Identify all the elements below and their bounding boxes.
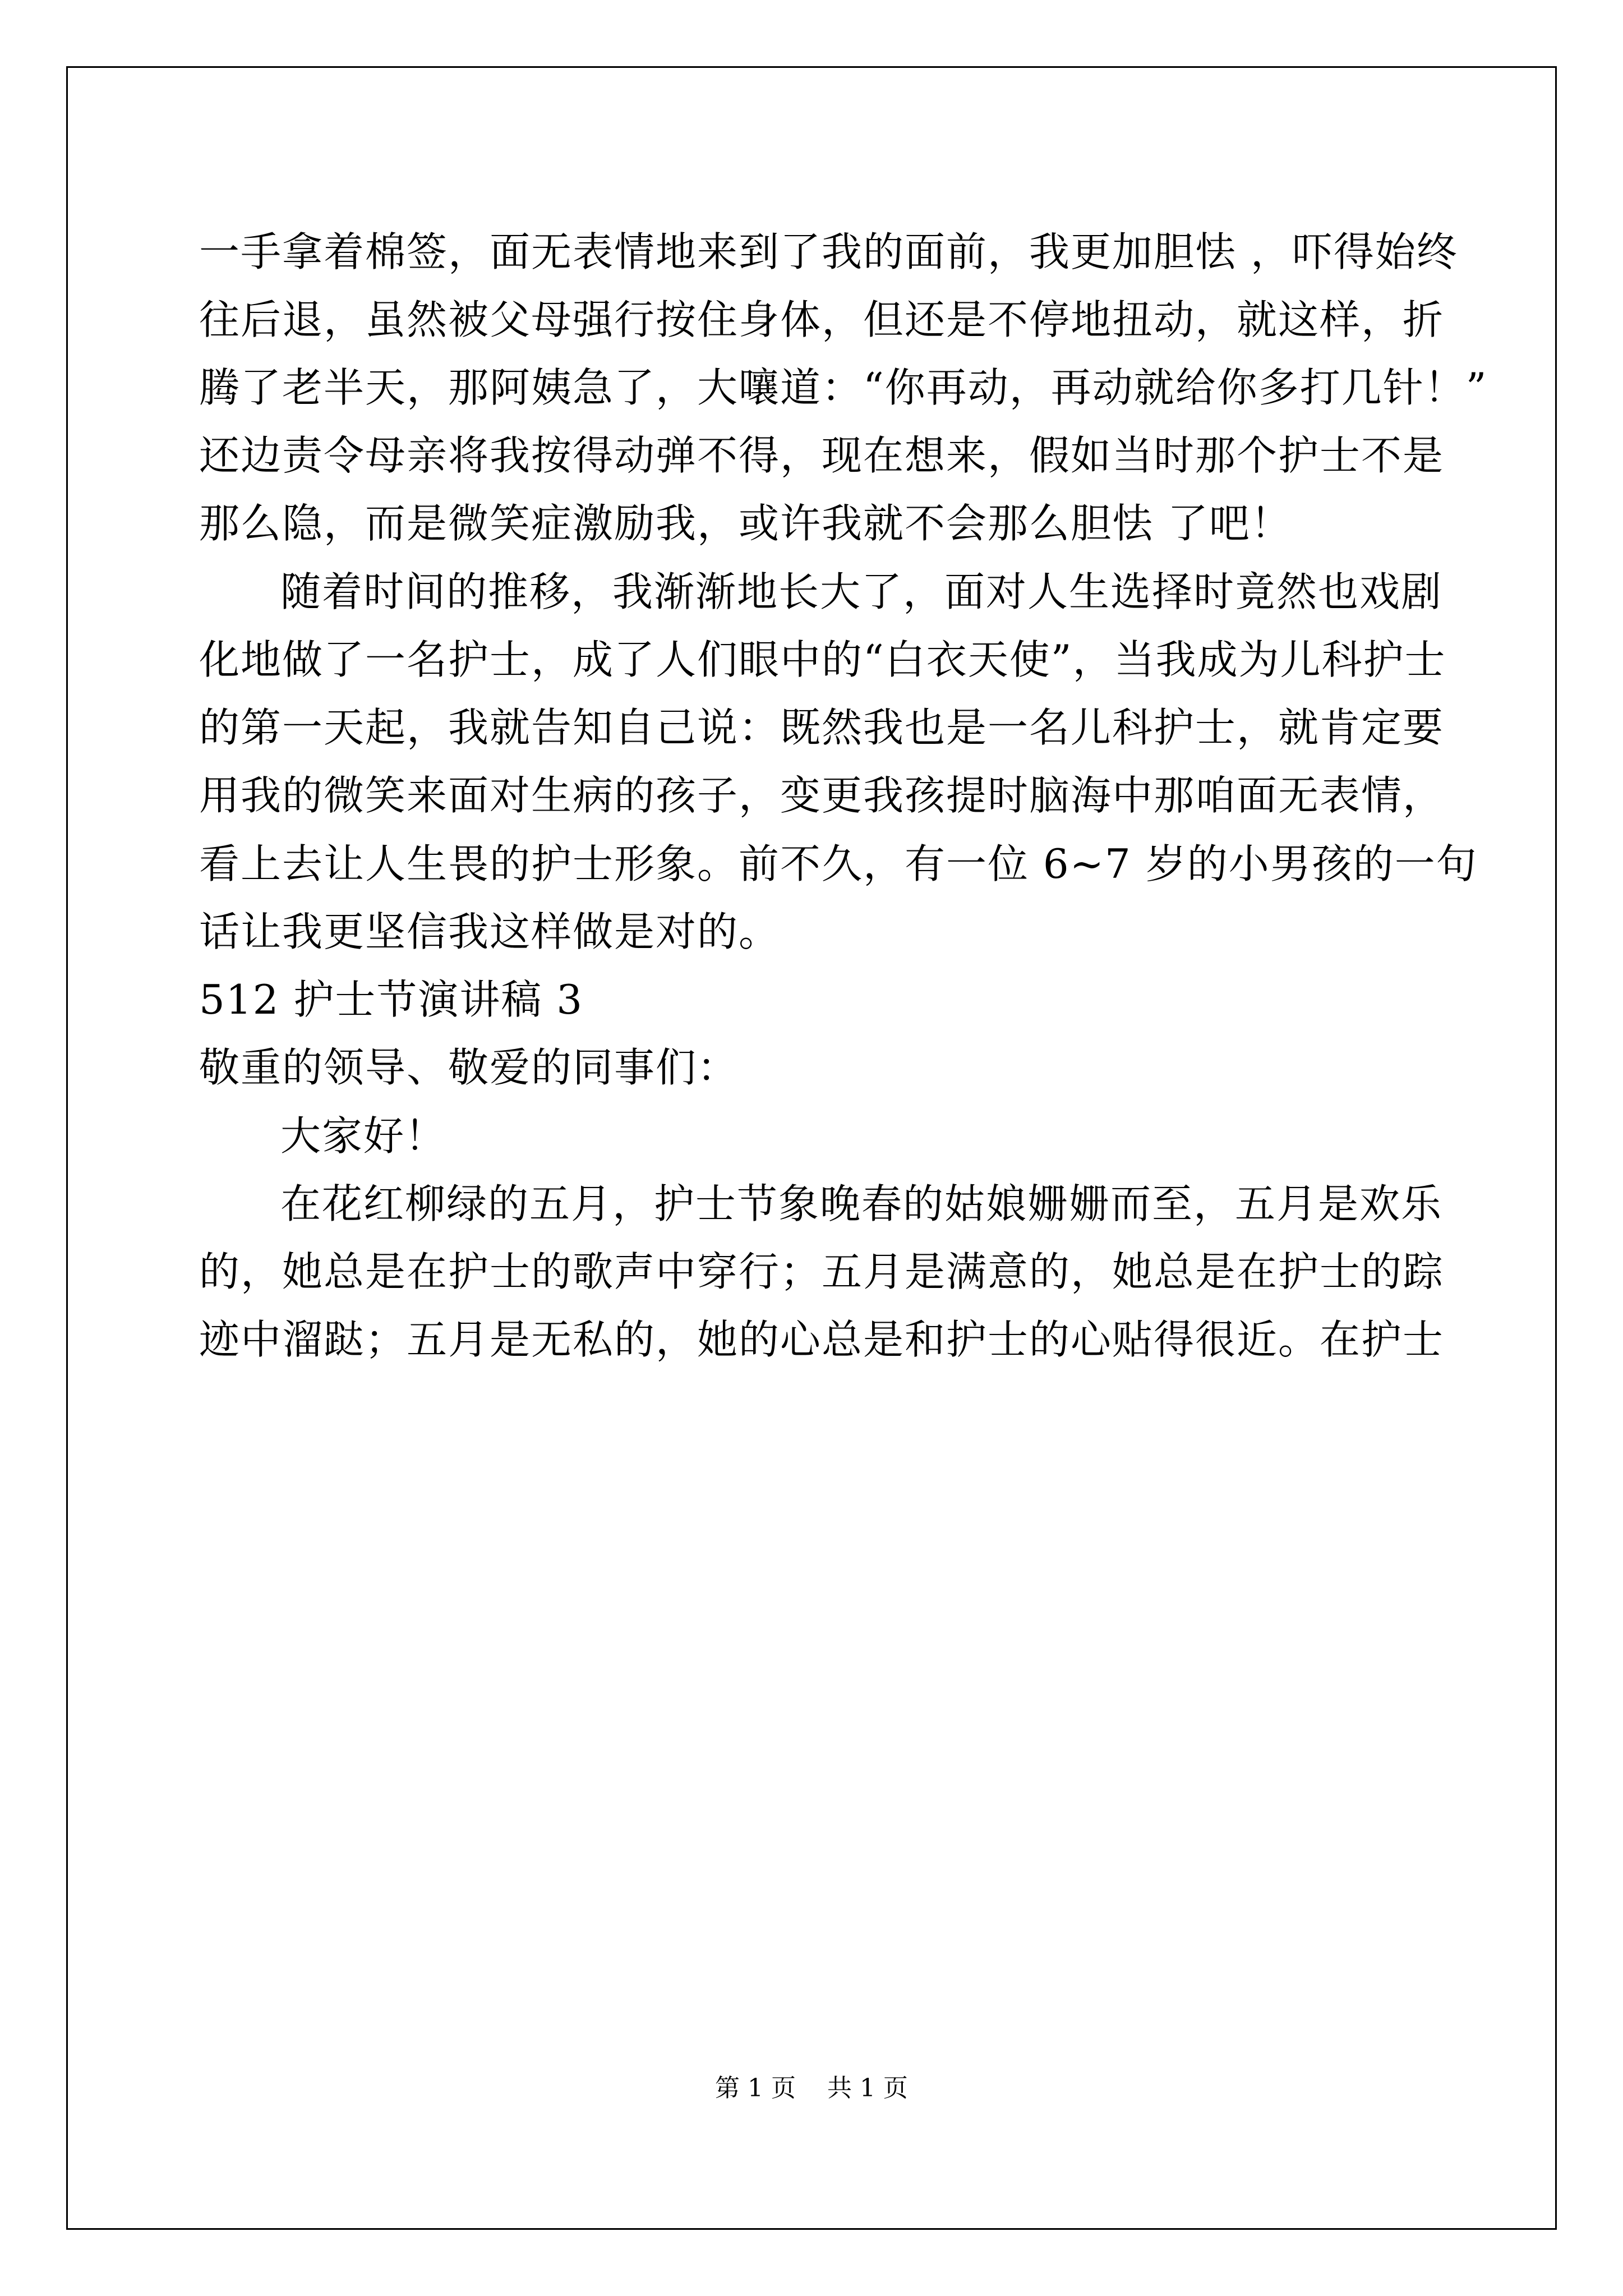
- paragraph-line-2: 往后退，虽然被父母强行按住身体，但还是不停地扭动，就这样，折: [199, 296, 1445, 343]
- paragraph-line-4: 还边责令母亲将我按得动弹不得，现在想来，假如当时那个护士不是: [199, 432, 1445, 479]
- paragraph-line-8: 的第一天起，我就告知自己说：既然我也是一名儿科护士，就肯定要: [199, 704, 1445, 751]
- paragraph-line-7: 化地做了一名护士，成了人们眼中的“白衣天使”，当我成为儿科护士: [199, 636, 1446, 683]
- paragraph-line-3: 腾了老半天，那阿姨急了，大嚷道：“你再动，再动就给你多打几针！”: [199, 364, 1488, 411]
- paragraph-line-6: 随着时间的推移，我渐渐地长大了，面对人生选择时竟然也戏剧: [280, 568, 1443, 615]
- greeting: 大家好！: [280, 1112, 447, 1159]
- paragraph-line-10: 看上去让人生畏的护士形象。前不久，有一位 6~7 岁的小男孩的一句: [199, 840, 1478, 887]
- paragraph-line-17: 迹中溜跶；五月是无私的，她的心总是和护士的心贴得很近。在护士: [199, 1316, 1445, 1363]
- paragraph-line-16: 的，她总是在护士的歌声中穿行；五月是满意的，她总是在护士的踪: [199, 1248, 1445, 1295]
- paragraph-line-5: 那么隐，而是微笑症激励我，或许我就不会那么胆怯 了吧！: [199, 500, 1292, 547]
- paragraph-line-1: 一手拿着棉签，面无表情地来到了我的面前，我更加胆怯 ，吓得始终: [199, 228, 1458, 275]
- salutation: 敬重的领导、敬爱的同事们：: [199, 1044, 739, 1091]
- paragraph-line-15: 在花红柳绿的五月，护士节象晚春的姑娘姗姗而至，五月是欢乐: [280, 1180, 1443, 1227]
- page-footer: 第 1 页 共 1 页: [715, 2074, 908, 2102]
- section-title: 512 护士节演讲稿 3: [199, 976, 584, 1023]
- paragraph-line-9: 用我的微笑来面对生病的孩子，变更我孩提时脑海中那咱面无表情，: [199, 772, 1445, 819]
- paragraph-line-11: 话让我更坚信我这样做是对的。: [199, 908, 781, 955]
